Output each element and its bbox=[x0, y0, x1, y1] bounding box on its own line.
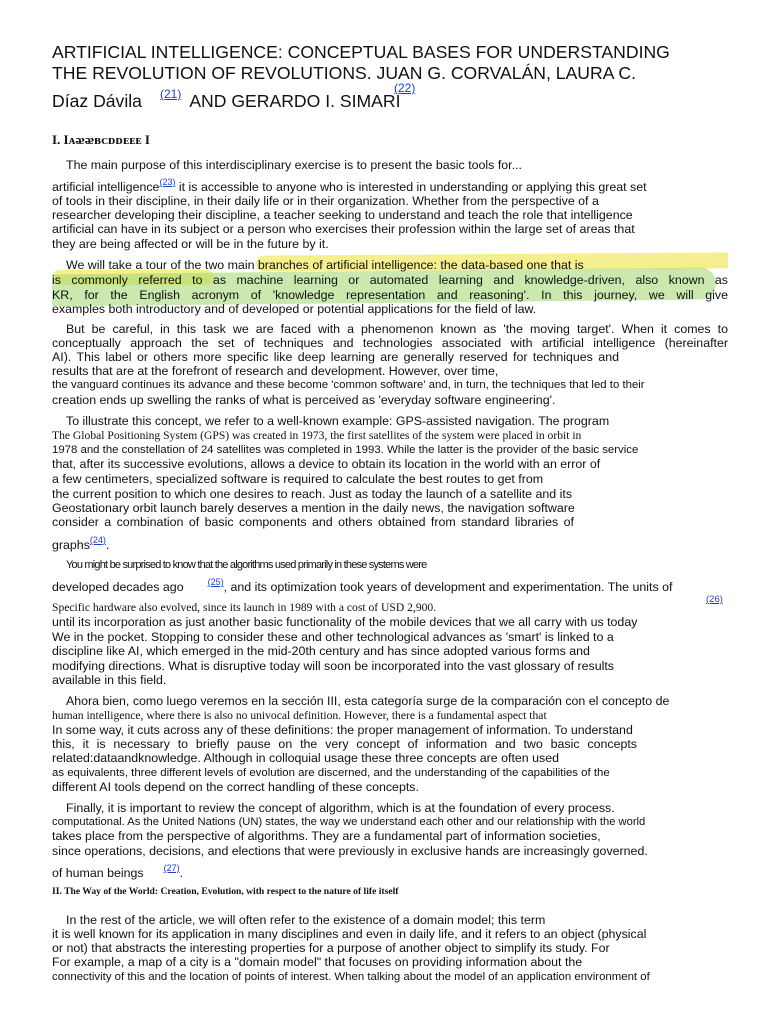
paragraph-line: To illustrate this concept, we refer to a well-known example: GPS-assisted navigation. The program bbox=[66, 414, 610, 428]
paragraph-line: examples both introductory and of developed or potential applications for the field of law. bbox=[52, 302, 537, 316]
paragraph-line: Finally, it is important to review the concept of algorithm, which is at the foundation of every process. bbox=[66, 801, 615, 815]
section-heading: I. Iᴀᴂᴂʙᴄᴅᴅᴇᴇᴇ I bbox=[52, 132, 150, 147]
paragraph-line: modifying directions. What is disruptive today will soon be incorporated into the vast glossary of results bbox=[52, 659, 614, 673]
footnote-link-21[interactable]: (21) bbox=[159, 87, 182, 101]
paragraph-line: AI). This label or others more specific like deep learning are generally reserved for techniques and bbox=[52, 350, 619, 364]
paragraph-line: it is well known for its application in many disciplines and even in daily life, and it refers to an object (physical bbox=[52, 927, 647, 941]
paragraph-line: they are being affected or will be in the future by it. bbox=[52, 237, 329, 251]
footnote-link-27[interactable]: (27) bbox=[163, 863, 180, 873]
paragraph-line: of human beings $^{(27)}$. bbox=[52, 863, 184, 880]
footnote-link-24[interactable]: (24) bbox=[89, 535, 106, 545]
paragraph-line: The main purpose of this interdisciplinary exercise is to present the basic tools for... bbox=[66, 158, 522, 172]
paragraph-line: that, after its successive evolutions, allows a device to obtain its location in the world with an error of bbox=[52, 457, 601, 471]
paragraph-line: until its incorporation as just another basic functionality of the mobile devices that we all carry with us today bbox=[52, 615, 638, 629]
paragraph-line: Geostationary orbit launch barely deserves a mention in the daily news, the navigation software bbox=[52, 501, 575, 515]
paragraph-line: different AI tools depend on the correct handling of these concepts. bbox=[52, 780, 419, 794]
paragraph-line: takes place from the perspective of algorithms. They are a fundamental part of information societies, bbox=[52, 829, 601, 843]
paragraph-line: We in the pocket. Stopping to consider these and other technological advances as 'smart' is linked to a bbox=[52, 630, 614, 644]
author-names: AND GERARDO I. SIMARI bbox=[189, 91, 401, 111]
document-page bbox=[52, 0, 728, 1024]
paragraph-line: the current position to which one desires to reach. Just as today the launch of a satellite and its bbox=[52, 487, 573, 501]
paragraph-line: results that are at the forefront of research and development. However, over time, bbox=[52, 364, 499, 378]
paragraph-line: available in this field. bbox=[52, 673, 167, 687]
paragraph-line: conceptually approach the set of techniques and technologies associated with artificial intelligence (hereinafter bbox=[52, 336, 728, 350]
paragraph-line: Specific hardware also evolved, since its launch in 1989 with a cost of USD 2,900. bbox=[52, 601, 437, 614]
section-heading: II. The Way of the World: Creation, Evolution, with respect to the nature of life itself bbox=[52, 886, 399, 897]
paragraph-line: developed decades ago $^{(25)}$, and its optimization took years of development and experimentation. The units of bbox=[52, 577, 673, 594]
paragraph-line: artificial can have in its subject or a person who exercises their profession within the large set of areas that bbox=[52, 222, 635, 236]
paragraph-line: is commonly referred to as machine learning or automated learning and knowledge-driven, also known as bbox=[52, 273, 728, 287]
paragraph-line: since operations, decisions, and elections that were previously in exclusive hands are increasingly governed. bbox=[52, 844, 648, 858]
footnote-link-26[interactable]: (26) bbox=[706, 594, 723, 605]
paragraph-line: human intelligence, where there is also no univocal definition. However, there is a fundamental aspect that bbox=[52, 709, 547, 722]
paragraph-line: But be careful, in this task we are faced with a phenomenon known as 'the moving target'. When it comes to bbox=[66, 322, 728, 336]
paragraph-line: or not) that abstracts the interesting properties for a purpose of another object to simplify its study. For bbox=[52, 941, 610, 955]
paragraph-line: In the rest of the article, we will often refer to the existence of a domain model; this term bbox=[66, 913, 546, 927]
footnote-link-22[interactable]: (22) bbox=[394, 81, 416, 95]
paragraph-line: discipline like AI, which emerged in the mid-20th century and has since adopted various forms and bbox=[52, 644, 590, 658]
paragraph-line: KR, for the English acronym of 'knowledge representation and reasoning'. In this journey, we will give bbox=[52, 288, 728, 302]
paragraph-line: this, it is necessary to briefly pause on the very concept of information and two basic concepts bbox=[52, 737, 637, 751]
paragraph-line: as equivalents, three different levels of evolution are discerned, and the understanding of the capabilities of the bbox=[52, 767, 610, 779]
paragraph-line: of tools in their discipline, in their daily life or in their organization. Whether from the perspective of a bbox=[52, 194, 599, 208]
paragraph-line: related:dataandknowledge. Although in colloquial usage these three concepts are often used bbox=[52, 751, 560, 765]
paragraph-line: artificial intelligence$^{(23)}$ it is accessible to anyone who is interested in understanding or applying this great set bbox=[52, 177, 647, 194]
paragraph-line: For example, a map of a city is a "domain model" that focuses on providing information about the bbox=[52, 955, 583, 969]
footnote-link-25[interactable]: (25) bbox=[207, 577, 224, 587]
paragraph-line: a few centimeters, specialized software is required to calculate the best routes to get from bbox=[52, 472, 544, 486]
footnote-link-23[interactable]: (23) bbox=[159, 177, 176, 187]
paragraph-line: You might be surprised to know that the algorithms used primarily in these systems were bbox=[66, 559, 427, 571]
paragraph-line: We will take a tour of the two main branches of artificial intelligence: the data-based one that is bbox=[66, 258, 584, 272]
paragraph-line: graphs$^{(24)}$. bbox=[52, 535, 110, 552]
document-title-line-1: ARTIFICIAL INTELLIGENCE: CONCEPTUAL BASES FOR UNDERSTANDING bbox=[52, 42, 670, 62]
paragraph-line: 1978 and the constellation of 24 satellites was completed in 1993. While the latter is the provider of the basic service bbox=[52, 444, 639, 456]
paragraph-line: researcher developing their discipline, a teacher seeking to understand and teach the role that intelligence bbox=[52, 208, 633, 222]
paragraph-line: the vanguard continues its advance and these become 'common software' and, in turn, the techniques that led to their bbox=[52, 379, 645, 391]
document-title-line-2: THE REVOLUTION OF REVOLUTIONS. JUAN G. CORVALÁN, LAURA C. bbox=[52, 63, 636, 83]
paragraph-line: In some way, it cuts across any of these definitions: the proper management of information. To understand bbox=[52, 723, 633, 737]
author-name: Díaz Dávila bbox=[52, 91, 142, 111]
paragraph-line: creation ends up swelling the ranks of what is perceived as 'everyday software engineering'. bbox=[52, 393, 556, 407]
paragraph-line: Ahora bien, como luego veremos en la sección III, esta categoría surge de la comparación con el concepto de bbox=[66, 694, 670, 708]
paragraph-line: consider a combination of basic components and others obtained from standard libraries of bbox=[52, 515, 574, 529]
paragraph-line: computational. As the United Nations (UN) states, the way we understand each other and our relationship with the world bbox=[52, 816, 646, 828]
paragraph-line: connectivity of this and the location of points of interest. When talking about the model of an application environment of bbox=[52, 971, 650, 983]
document-title-line-3 bbox=[52, 87, 401, 114]
paragraph-line: The Global Positioning System (GPS) was created in 1973, the first satellites of the system were placed in orbit in bbox=[52, 429, 582, 442]
